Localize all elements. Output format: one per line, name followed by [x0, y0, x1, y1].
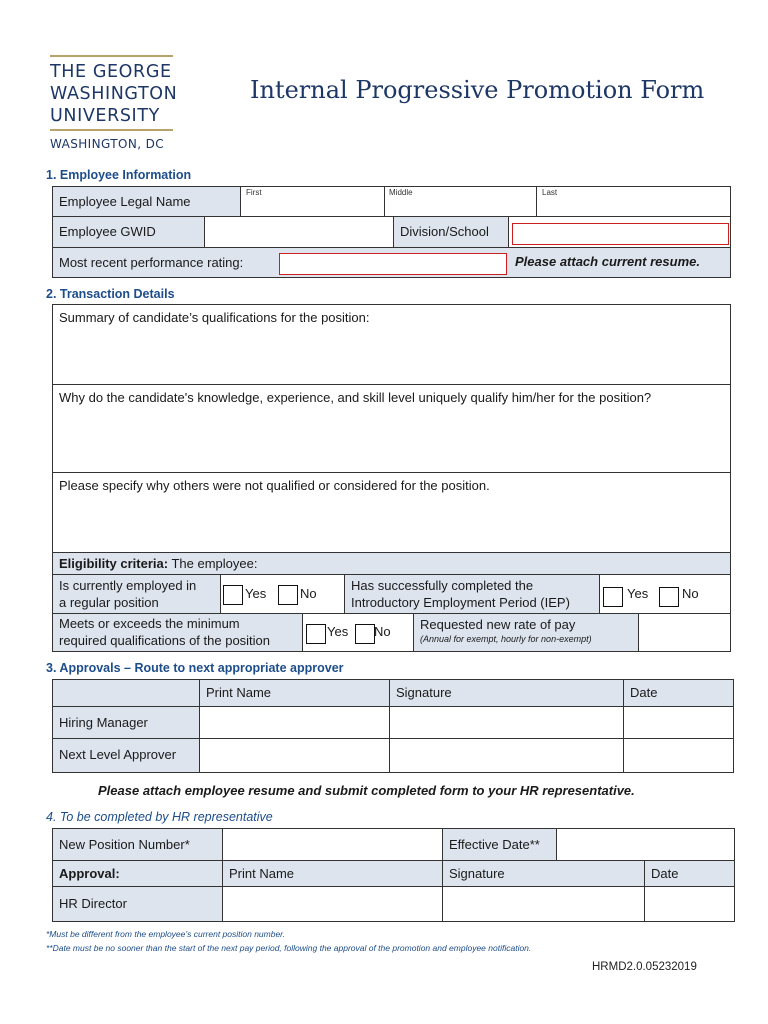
logo-bottom-rule: [50, 129, 173, 131]
approvals-col-date: Date: [623, 679, 734, 707]
section-4-heading: 4. To be completed by HR representative: [46, 810, 273, 824]
hiring-manager-print-field[interactable]: [199, 706, 390, 739]
legal-name-label: Employee Legal Name: [52, 186, 241, 217]
gwid-field[interactable]: [204, 216, 394, 248]
logo-line-3: UNIVERSITY: [50, 106, 160, 126]
eligibility-bold: Eligibility criteria:: [59, 556, 169, 571]
employed-line-2: a regular position: [59, 595, 159, 610]
middle-sublabel: Middle: [389, 188, 413, 197]
why-field[interactable]: [52, 384, 731, 473]
meets-line-2: required qualifications of the position: [59, 633, 271, 648]
division-field[interactable]: [512, 223, 729, 245]
approvals-col-print: Print Name: [199, 679, 390, 707]
summary-field[interactable]: [52, 304, 731, 385]
employed-yes-checkbox[interactable]: [223, 585, 243, 605]
hr-director-label: HR Director: [52, 886, 223, 922]
iep-line-1: Has successfully completed the: [351, 578, 534, 593]
hiring-manager-label: Hiring Manager: [52, 706, 200, 739]
meets-no-checkbox[interactable]: [355, 624, 375, 644]
logo-location: WASHINGTON, DC: [50, 137, 165, 151]
employed-label-cell: [52, 574, 221, 614]
section-1-heading: 1. Employee Information: [46, 168, 192, 182]
hr-col-date: Date: [644, 860, 735, 887]
iep-line-2: Introductory Employment Period (IEP): [351, 595, 570, 610]
logo-top-rule: [50, 55, 173, 57]
employed-yes-label: Yes: [245, 586, 267, 601]
next-approver-signature-field[interactable]: [389, 738, 624, 773]
hr-director-signature-field[interactable]: [442, 886, 645, 922]
employed-no-checkbox[interactable]: [278, 585, 298, 605]
meets-yes-checkbox[interactable]: [306, 624, 326, 644]
gwid-label: Employee GWID: [52, 216, 205, 248]
employed-line-1: Is currently employed in: [59, 578, 197, 593]
rating-label: Most recent performance rating:: [59, 255, 244, 270]
approvals-corner: [52, 679, 200, 707]
next-approver-date-field[interactable]: [623, 738, 734, 773]
rate-line-2: (Annual for exempt, hourly for non-exempt): [420, 634, 592, 644]
section-2-heading: 2. Transaction Details: [46, 287, 175, 301]
meets-yes-label: Yes: [327, 624, 349, 639]
why-label: Why do the candidate's knowledge, experience, and skill level uniquely qualify him/her for the position?: [59, 390, 652, 405]
resume-note: Please attach current resume.: [515, 254, 700, 269]
footnote-2: **Date must be no sooner than the start of the next pay period, following the approval of the promotion and employee notification.: [46, 943, 532, 953]
form-title: Internal Progressive Promotion Form: [250, 76, 705, 104]
submit-instruction: Please attach employee resume and submit completed form to your HR representative.: [98, 783, 635, 798]
iep-no-label: No: [682, 586, 699, 601]
position-number-field[interactable]: [222, 828, 443, 861]
eligibility-header: [52, 552, 731, 575]
hiring-manager-signature-field[interactable]: [389, 706, 624, 739]
meets-no-label: No: [374, 624, 391, 639]
hr-col-signature: Signature: [442, 860, 645, 887]
effective-date-label: Effective Date**: [442, 828, 557, 861]
employed-no-label: No: [300, 586, 317, 601]
hr-col-print: Print Name: [222, 860, 443, 887]
rate-field[interactable]: [638, 613, 731, 652]
next-approver-print-field[interactable]: [199, 738, 390, 773]
meets-label-cell: [52, 613, 303, 652]
footnote-1: *Must be different from the employee’s current position number.: [46, 929, 286, 939]
approvals-col-signature: Signature: [389, 679, 624, 707]
approval-label: Approval:: [52, 860, 223, 887]
rating-field[interactable]: [279, 253, 507, 275]
iep-yes-label: Yes: [627, 586, 649, 601]
others-label: Please specify why others were not qualified or considered for the position.: [59, 478, 490, 493]
others-field[interactable]: [52, 472, 731, 553]
effective-date-field[interactable]: [556, 828, 735, 861]
iep-yes-checkbox[interactable]: [603, 587, 623, 607]
hr-director-date-field[interactable]: [644, 886, 735, 922]
last-sublabel: Last: [542, 188, 558, 197]
meets-line-1: Meets or exceeds the minimum: [59, 616, 240, 631]
first-sublabel: First: [246, 188, 262, 197]
iep-no-checkbox[interactable]: [659, 587, 679, 607]
summary-label: Summary of candidate’s qualifications for the position:: [59, 310, 370, 325]
form-code: HRMD2.0.05232019: [592, 961, 697, 973]
section-3-heading: 3. Approvals – Route to next appropriate approver: [46, 661, 344, 675]
rate-line-1: Requested new rate of pay: [420, 617, 576, 632]
hiring-manager-date-field[interactable]: [623, 706, 734, 739]
eligibility-rest: The employee:: [168, 556, 258, 571]
iep-label-cell: [344, 574, 600, 614]
rate-label-cell: [413, 613, 639, 652]
division-label: Division/School: [393, 216, 509, 248]
hr-director-print-field[interactable]: [222, 886, 443, 922]
logo-line-1: THE GEORGE: [50, 62, 172, 82]
logo-line-2: WASHINGTON: [50, 84, 178, 104]
position-number-label: New Position Number*: [52, 828, 223, 861]
last-name-field[interactable]: [536, 186, 731, 217]
next-approver-label: Next Level Approver: [52, 738, 200, 773]
